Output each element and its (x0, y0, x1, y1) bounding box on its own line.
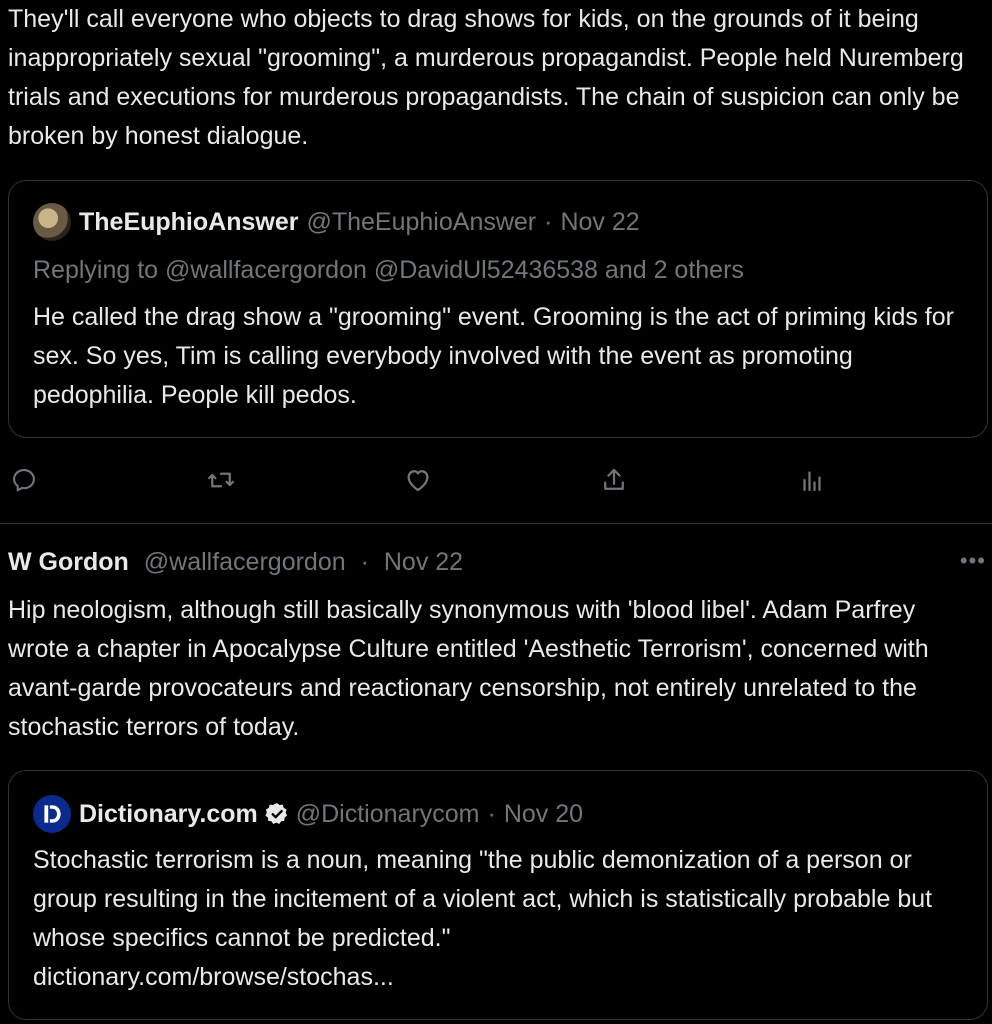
handle[interactable]: @TheEuphioAnswer (306, 207, 537, 236)
quoted-tweet-text (33, 841, 963, 997)
share-icon (599, 465, 629, 495)
tweet-text: Hip neologism, although still basically synonymous with 'blood libel'. Adam Parfrey wrote a chapter in Apocalypse Culture entitled 'Aesthetic Terrorism', concerned with avant-garde provocateurs and reactionary censorship, not entirely unrelated to the stochastic terrors of today. (8, 596, 929, 741)
timestamp[interactable]: Nov 22 (383, 548, 464, 576)
quoted-tweet[interactable] (8, 180, 988, 438)
reply-button[interactable] (6, 462, 42, 498)
like-button[interactable] (400, 462, 436, 498)
avatar[interactable] (33, 795, 71, 833)
display-name[interactable]: Dictionary.com (79, 799, 258, 828)
more-options-icon[interactable]: ••• (959, 548, 986, 573)
tweet-actions (0, 462, 992, 502)
separator: · (544, 207, 553, 236)
tweet-header (8, 548, 463, 577)
quoted-tweet-body: Stochastic terrorism is a noun, meaning "the public demonization of a person or group resulting in the incitement of a violent act, which is statistically probable but whose specifics cannot be predicted." (33, 846, 933, 952)
replying-to[interactable]: Replying to @wallfacergordon @DavidUl52436538 and 2 others (33, 256, 744, 284)
avatar[interactable] (33, 203, 71, 241)
quoted-tweet[interactable] (8, 770, 988, 1020)
separator: · (360, 548, 369, 576)
analytics-icon (797, 465, 827, 495)
display-name[interactable]: TheEuphioAnswer (79, 207, 299, 236)
display-name[interactable]: W Gordon (8, 548, 129, 576)
share-button[interactable] (596, 462, 632, 498)
link[interactable]: dictionary.com/browse/stochas... (33, 963, 394, 991)
analytics-button[interactable] (794, 462, 830, 498)
retweet-button[interactable] (203, 462, 239, 498)
handle[interactable]: @wallfacergordon (143, 548, 346, 576)
timestamp[interactable]: Nov 22 (560, 207, 640, 236)
verified-icon (264, 801, 290, 827)
dictionary-logo-icon (39, 801, 65, 827)
divider (0, 523, 992, 524)
quoted-tweet-text: He called the drag show a "grooming" event. Grooming is the act of priming kids for sex. So yes, Tim is calling everybody involved with the event as promoting pedophilia. People kill pedos. (33, 303, 954, 409)
like-icon (403, 465, 433, 495)
timestamp[interactable]: Nov 20 (503, 799, 584, 828)
tweet-text: They'll call everyone who objects to drag shows for kids, on the grounds of it being inappropriately sexual "grooming", a murderous propagandist. People held Nuremberg trials and executions for murderous propagandists. The chain of suspicion can only be broken by honest dialogue. (8, 5, 964, 150)
reply-icon (10, 466, 38, 494)
separator: · (487, 799, 496, 828)
handle[interactable]: @Dictionarycom (295, 799, 480, 828)
retweet-icon (206, 465, 236, 495)
